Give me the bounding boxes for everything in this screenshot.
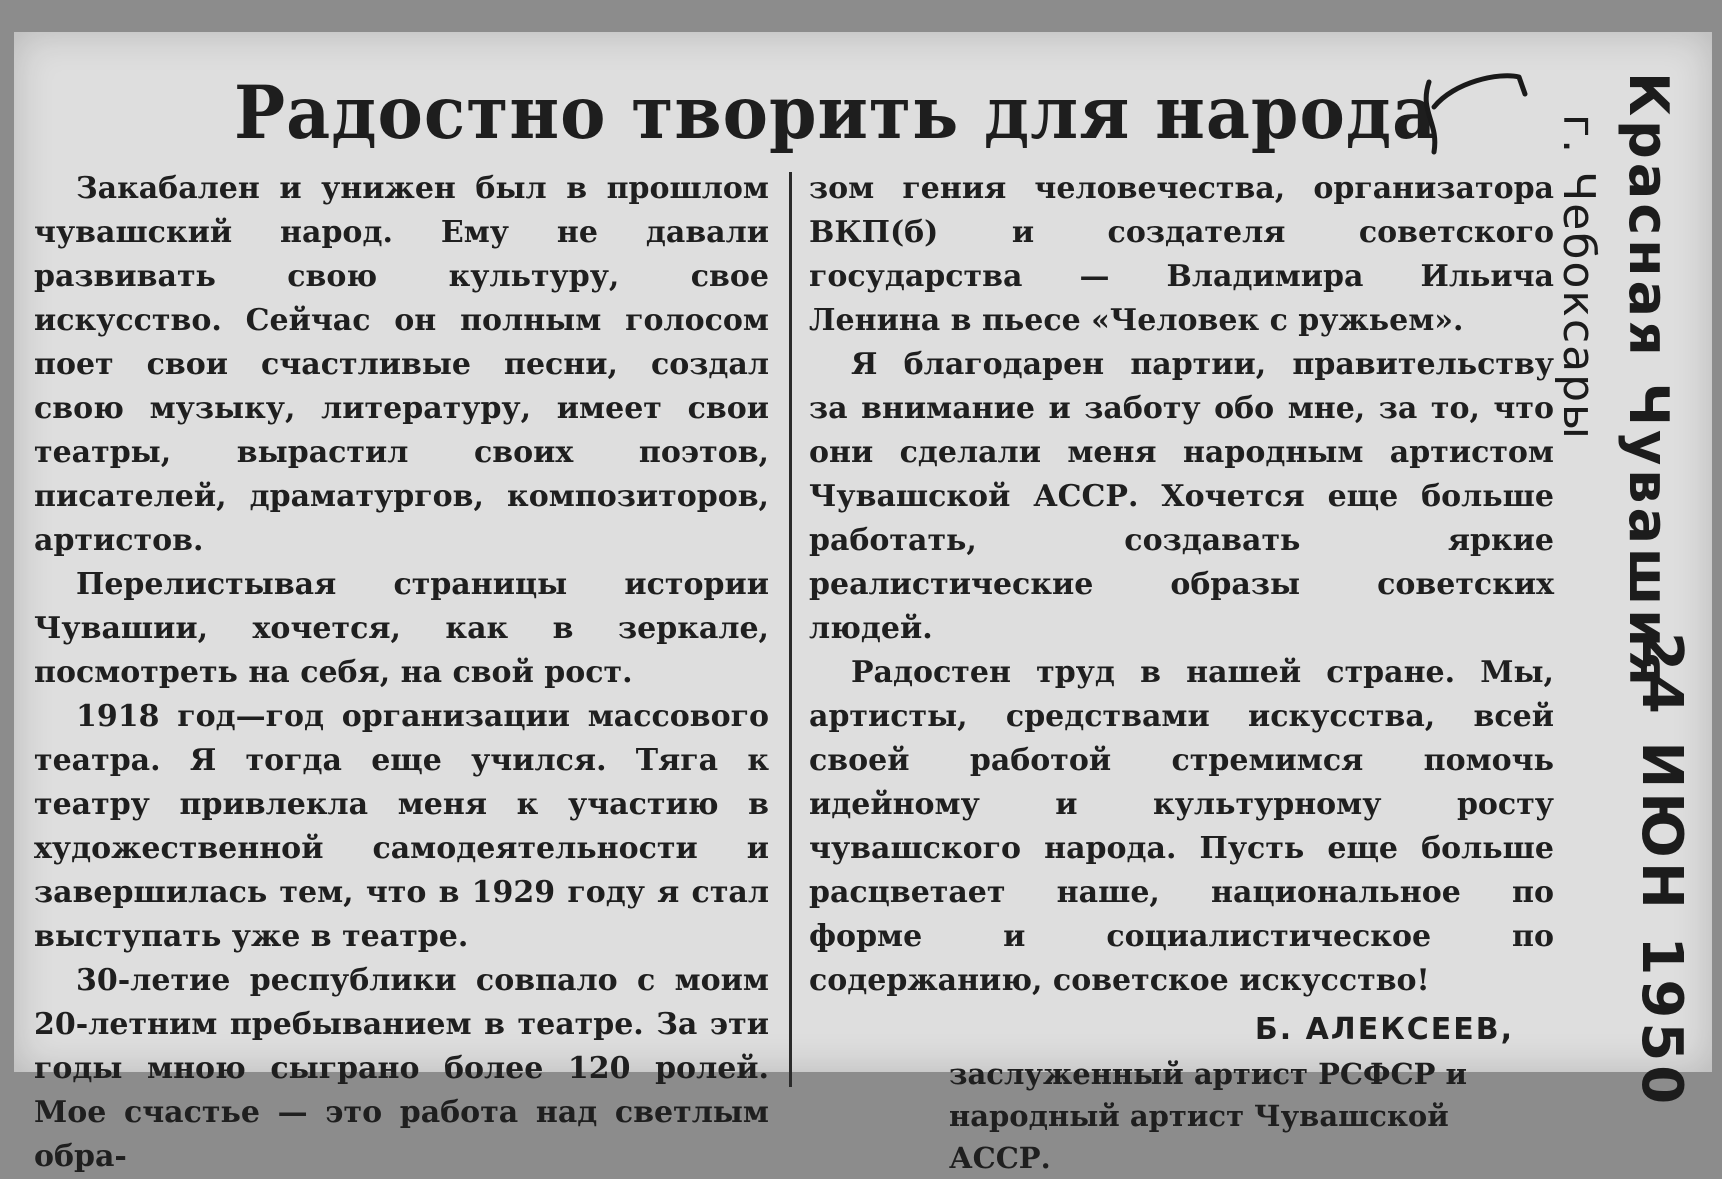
paragraph: Перелистывая страницы истории Чувашии, хочется, как в зеркале, посмотреть на себя, на свой рост. bbox=[34, 567, 769, 690]
article-left-column bbox=[34, 167, 769, 1179]
date-stamp: 24 ИЮН 1950 bbox=[1629, 632, 1694, 1109]
paragraph: 1918 год—год организации массового театра. Я тогда еще учился. Тяга к театру привлекла меня к участию в художественной самодеятельности и завершилась тем, что в 1929 году я стал выступать уже в театре. bbox=[34, 699, 769, 954]
paragraph: 30-летие республики совпало с моим 20-летним пребыванием в театре. За эти годы мною сыграно более 120 ролей. Мое счастье — это работа над светлым обра- bbox=[34, 963, 769, 1174]
handwritten-mark-icon bbox=[1409, 62, 1539, 172]
article-right-column bbox=[809, 167, 1554, 1179]
newspaper-name-stamp: Красная Чувашия bbox=[1617, 72, 1680, 690]
author-name: Б. АЛЕКСЕЕВ, bbox=[1254, 1012, 1514, 1047]
newspaper-clipping bbox=[14, 32, 1712, 1175]
author-title: заслуженный артист РСФСР и народный артист Чувашской АССР. bbox=[949, 1057, 1467, 1175]
paragraph: Радостен труд в нашей стране. Мы, артисты, средствами искусства, всей своей работой стремимся помочь идейному и культурному росту чувашского народа. Пусть еще больше расцветает наше, национальное по форме и социалистическое по содержанию, советское искусство! bbox=[809, 655, 1554, 998]
author-signature bbox=[809, 1007, 1554, 1179]
city-stamp: г. Чебоксары bbox=[1553, 114, 1604, 441]
article-headline: Радостно творить для народа bbox=[234, 70, 1438, 157]
paragraph: Я благодарен партии, правительству за внимание и заботу обо мне, за то, что они сделали меня народным артистом Чувашской АССР. Хочется еще больше работать, создавать яркие реалистические образы советских людей. bbox=[809, 347, 1554, 646]
column-divider bbox=[789, 172, 792, 1087]
paragraph: Закабален и унижен был в прошлом чувашский народ. Ему не давали развивать свою культуру, свое искусство. Сейчас он полным голосом поет свои счастливые песни, создал свою музыку, литературу, имеет свои театры, вырастил своих поэтов, писателей, драматургов, композиторов, артистов. bbox=[34, 171, 769, 558]
paragraph: зом гения человечества, организатора ВКП(б) и создателя советского государства — Владимира Ильича Ленина в пьесе «Человек с ружьем». bbox=[809, 171, 1554, 338]
